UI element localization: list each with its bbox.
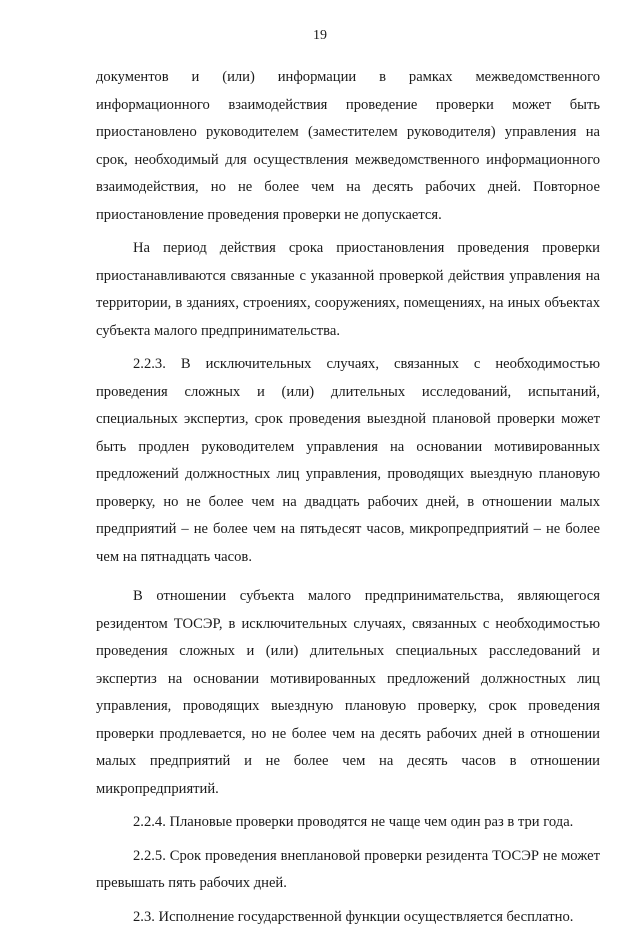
document-body — [96, 64, 600, 931]
page-number: 19 — [0, 28, 640, 44]
paragraph-continuation: документов и (или) информации в рамках межведомственного информационного взаимодействия проведение проверки может быть приостановлено руководителем (заместителем руководителя) управления на срок, необходимый для осуществления межведомственного информационного взаимодействия, но не более чем на десять рабочих дней. Повторное приостановление проведения проверки не допускается. — [96, 64, 600, 229]
paragraph-2-2-3: 2.2.3. В исключительных случаях, связанных с необходимостью проведения сложных и (или) длительных исследований, испытаний, специальных экспертиз, срок проведения выездной плановой проверки может быть продлен руководителем управления на основании мотивированных предложений должностных лиц управления, проводящих выездную плановую проверку, но не более чем на двадцать рабочих дней, в отношении малых предприятий – не более чем на пятьдесят часов, микропредприятий – не более чем на пятнадцать часов. — [96, 351, 600, 571]
paragraph-2-3: 2.3. Исполнение государственной функции осуществляется бесплатно. — [96, 904, 600, 931]
paragraph-tosed-resident: В отношении субъекта малого предпринимательства, являющегося резидентом ТОСЭР, в исключительных случаях, связанных с необходимостью проведения сложных и (или) длительных специальных расследований и экспертиз на основании мотивированных предложений должностных лиц управления, проводящих выездную плановую проверку, срок проведения проверки продлевается, но не более чем на десять рабочих дней в отношении малых предприятий и не более чем на десять часов в отношении микропредприятий. — [96, 583, 600, 803]
paragraph-suspension-period: На период действия срока приостановления проведения проверки приостанавливаются связанные с указанной проверкой действия управления на территории, в зданиях, строениях, сооружениях, помещениях, на иных объектах субъекта малого предпринимательства. — [96, 235, 600, 345]
paragraph-2-2-5: 2.2.5. Срок проведения внеплановой проверки резидента ТОСЭР не может превышать пять рабочих дней. — [96, 843, 600, 898]
paragraph-2-2-4: 2.2.4. Плановые проверки проводятся не чаще чем один раз в три года. — [96, 809, 600, 837]
